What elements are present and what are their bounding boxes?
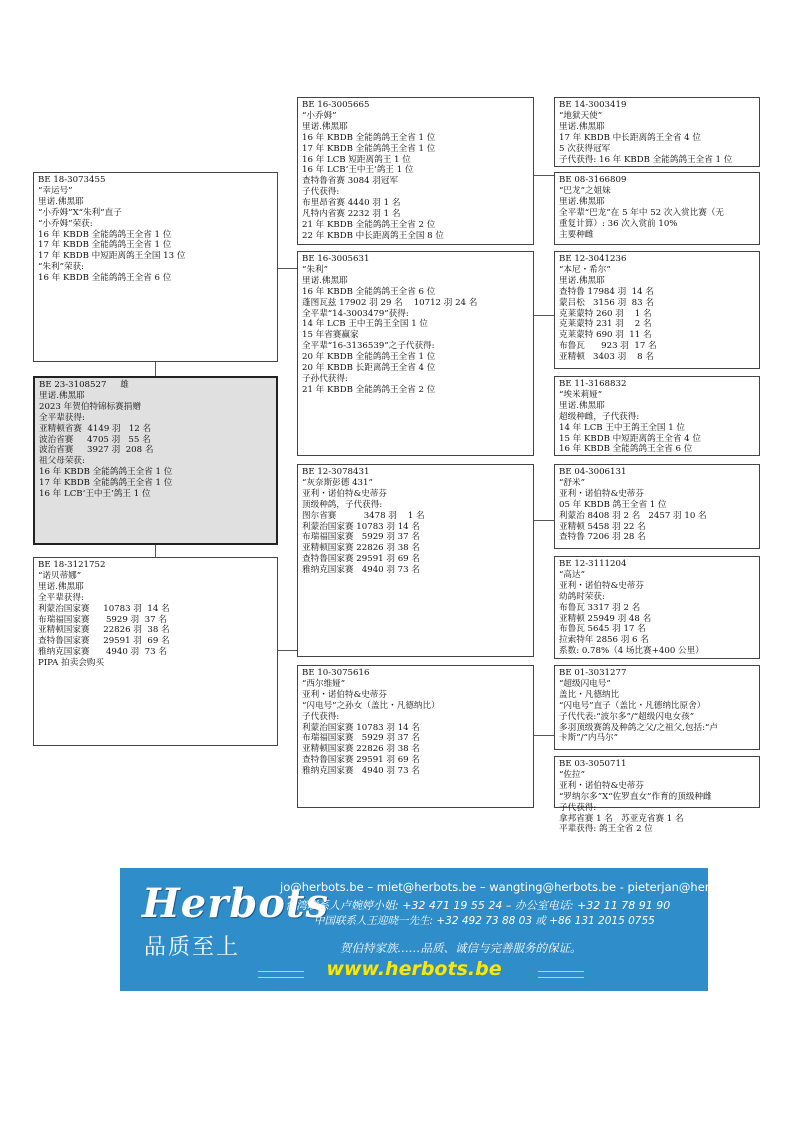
- pedigree-line: 16 年 KBDB 全能鸽鸽王全省 1 位: [38, 229, 172, 240]
- pedigree-line: “闪电号”之孙女（盖比・凡德纳比）: [302, 700, 440, 711]
- pedigree-line: 克莱蒙特 690 羽 11 名: [559, 330, 652, 341]
- pedigree-line: 克莱蒙特 231 羽 2 名: [559, 319, 652, 330]
- connector: [534, 315, 554, 316]
- pedigree-line: 克莱蒙特 260 羽 1 名: [559, 308, 652, 319]
- pedigree-box-dam: [33, 557, 278, 746]
- pedigree-line: 亚精顿国家赛 22826 羽 38 名: [302, 744, 420, 755]
- pedigree-line: 子代获得: 16 年 KBDB 全能鸽鸽王全省 1 位: [559, 154, 733, 165]
- pedigree-line: “小乔姆”X“朱利”直子: [38, 207, 122, 218]
- pedigree-line: 16 年 KBDB 全能鸽鸽王全省 1 位: [302, 132, 436, 143]
- pedigree-box-self: [33, 376, 278, 545]
- pedigree-line: 布鲁瓦 923 羽 17 名: [559, 341, 657, 352]
- pedigree-line: 超级种雌，子代获得:: [559, 411, 640, 422]
- pedigree-line: 主要种雌: [559, 229, 594, 240]
- pedigree-line: 16 年 KBDB 全能鸽鸽王全省 6 位: [38, 273, 172, 284]
- pedigree-line: 里诺.佛黑耶: [559, 275, 605, 286]
- pedigree-line: 全平辈“14-3003479”获得:: [302, 308, 409, 319]
- pedigree-box-dss: [554, 464, 760, 549]
- pedigree-line: 里诺.佛黑耶: [38, 581, 84, 592]
- contact-emails: jo@herbots.be – miet@herbots.be – wangting@herbots.be - pieterjan@herbots.be: [280, 880, 753, 894]
- pedigree-box-sire: [33, 172, 278, 362]
- pedigree-line: BE 12-3041236: [559, 254, 627, 264]
- pedigree-line: 查特鲁国家赛 29591 羽 69 名: [302, 554, 420, 565]
- pedigree-line: 17 年 KBDB 全能鸽鸽王全省 1 位: [38, 240, 172, 251]
- pedigree-line: 16 年 KBDB 全能鸽鸽王全省 6 位: [559, 444, 693, 455]
- pedigree-line: “舒米”: [559, 477, 585, 488]
- pedigree-line: 雅纳克国家赛 4940 羽 73 名: [38, 647, 167, 658]
- pedigree-line: BE 18-3073455: [38, 175, 106, 185]
- connector: [155, 545, 156, 557]
- pedigree-line: BE 04-3006131: [559, 467, 627, 477]
- pedigree-line: 里诺.佛黑耶: [559, 400, 605, 411]
- pedigree-line: “小乔姆”: [302, 110, 337, 121]
- pedigree-line: 里诺.佛黑耶: [559, 121, 605, 132]
- pedigree-line: 亚精顿 25949 羽 48 名: [559, 613, 652, 624]
- pedigree-line: 布鲁瓦 3317 羽 2 名: [559, 602, 641, 613]
- website-link[interactable]: www.herbots.be: [326, 958, 502, 980]
- pedigree-line: 波治省赛 4705 羽 55 名: [39, 434, 151, 445]
- pedigree-line: 子代代表:“波尔多”/“超级闪电女孩”: [559, 711, 695, 722]
- pedigree-box-ssd: [554, 172, 760, 245]
- pedigree-line: 雅纳克国家赛 4940 羽 73 名: [302, 766, 420, 777]
- pedigree-line: BE 03-3050711: [559, 759, 627, 769]
- pedigree-box-sire-sire: [297, 97, 534, 245]
- pedigree-line: 14 年 LCB 王中王鸽王全国 1 位: [302, 319, 429, 330]
- pedigree-line: 17 年 KBDB 中短距离鸽王全国 13 位: [38, 251, 186, 262]
- decorative-rule-right: [538, 971, 584, 978]
- connector: [155, 362, 156, 376]
- pedigree-line: 亚利・诺伯特&史蒂芬: [302, 689, 387, 700]
- pedigree-line: BE 10-3075616: [302, 668, 370, 678]
- pedigree-line: 亚利・诺伯特&史蒂芬: [559, 780, 644, 791]
- pedigree-box-sdd: [554, 376, 760, 456]
- pedigree-line: 2023 年贺伯特锦标赛捐赠: [39, 401, 141, 412]
- pedigree-line: 拿邦省赛 1 名 苏亚克省赛 1 名: [559, 813, 684, 824]
- pedigree-line: BE 12-3111204: [559, 559, 627, 569]
- pedigree-line: 平辈获得: 鸽王全省 2 位: [559, 824, 653, 835]
- pedigree-line: BE 16-3005631: [302, 254, 370, 264]
- pedigree-line: 16 年 KBDB 全能鸽鸽王全省 6 位: [302, 286, 436, 297]
- pedigree-box-dsd: [554, 556, 760, 659]
- pedigree-line: 20 年 KBDB 全能鸽鸽王全省 1 位: [302, 352, 436, 363]
- pedigree-line: “佐拉”: [559, 769, 585, 780]
- pedigree-line: 亚精顿国家赛 22826 羽 38 名: [302, 543, 420, 554]
- pedigree-line: “诺贝蒂娜”: [38, 570, 82, 581]
- pedigree-line: 子代获得:: [302, 711, 340, 722]
- pedigree-line: 查特鲁国家赛 29591 羽 69 名: [38, 636, 170, 647]
- pedigree-box-dds: [554, 665, 760, 750]
- herbots-banner: [120, 868, 753, 991]
- pedigree-line: PIPA 拍卖会购买: [38, 658, 105, 669]
- pedigree-line: BE 12-3078431: [302, 467, 370, 477]
- pedigree-line: 多羽顶级赛鸽及种鸽之父/之祖父,包括:“卢: [559, 722, 719, 733]
- pedigree-line: 幼鸽时荣获:: [559, 591, 605, 602]
- pedigree-line: 17 年 KBDB 全能鸽鸽王全省 1 位: [39, 478, 173, 489]
- pedigree-line: BE 08-3166809: [559, 175, 627, 185]
- herbots-logo: Herbots: [142, 880, 329, 927]
- pedigree-line: 查特鲁省赛 3084 羽冠军: [302, 176, 399, 187]
- pedigree-line: 亚精顿 3403 羽 8 名: [559, 352, 654, 363]
- pedigree-line: BE 23-3108527 雄: [39, 380, 129, 390]
- contact-phone-china: 中国联系人王迎晓一先生: +32 492 73 88 03 或 +86 131 2015 0755: [314, 915, 655, 927]
- pedigree-line: 蒙吕松 3156 羽 83 名: [559, 297, 654, 308]
- pedigree-line: 重复计算）: 36 次入赏前 10%: [559, 218, 678, 229]
- pedigree-line: BE 01-3031277: [559, 668, 627, 678]
- pedigree-line: 15 年省赛赢家: [302, 330, 359, 341]
- pedigree-line: 布里昂省赛 4440 羽 1 名: [302, 198, 401, 209]
- pedigree-box-sss: [554, 97, 760, 167]
- pedigree-box-ddd: [554, 756, 760, 835]
- pedigree-line: 亚利・诺伯特&史蒂芬: [302, 488, 387, 499]
- pedigree-line: 21 年 KBDB 全能鸽鸽王全省 2 位: [302, 384, 436, 395]
- tagline: 贺伯特家族……品质、诚信与完善服务的保证。: [340, 941, 582, 955]
- pedigree-line: 22 年 KBDB 中长距离鸽王全国 8 位: [302, 230, 444, 241]
- connector: [278, 650, 297, 651]
- pedigree-line: 14 年 LCB 王中王鸽王全国 1 位: [559, 422, 686, 433]
- pedigree-line: “朱利”荣获:: [38, 262, 85, 273]
- pedigree-line: 子代获得:: [559, 802, 597, 813]
- pedigree-line: 16 年 LCB‘王中王’鸽王 1 位: [39, 489, 151, 500]
- pedigree-line: 里诺.佛黑耶: [302, 275, 348, 286]
- pedigree-line: “灰奈斯彭德 431”: [302, 477, 373, 488]
- pedigree-line: 里诺.佛黑耶: [38, 196, 84, 207]
- pedigree-line: 全平辈“巴龙”在 5 年中 52 次入赏比赛（无: [559, 207, 725, 218]
- pedigree-line: 查特鲁 7206 羽 28 名: [559, 532, 646, 543]
- pedigree-box-sds: [554, 251, 760, 369]
- pedigree-line: 里诺.佛黑耶: [39, 390, 85, 401]
- pedigree-line: “巴龙”之姐妹: [559, 185, 611, 196]
- pedigree-line: 亚精顿省赛 4149 羽 12 名: [39, 423, 152, 434]
- pedigree-line: 拉索特年 2856 羽 6 名: [559, 635, 649, 646]
- pedigree-line: “高达”: [559, 569, 585, 580]
- pedigree-line: 利蒙治国家赛 10783 羽 14 名: [302, 521, 420, 532]
- pedigree-line: 里诺.佛黑耶: [302, 121, 348, 132]
- pedigree-line: 系数: 0.78%（4 场比赛+400 公里）: [559, 646, 704, 657]
- connector: [534, 175, 554, 176]
- pedigree-line: BE 11-3168832: [559, 379, 627, 389]
- pedigree-box-sire-dam: [297, 251, 534, 456]
- contact-phone-taiwan: 台湾联系人卢婉婷小姐: +32 471 19 55 24 – 办公室电话: +32 11 78 91 90: [285, 899, 671, 912]
- pedigree-line: 全平辈“16-3136539”之子代获得:: [302, 341, 435, 352]
- pedigree-line: 16 年 LCB 短距离鸽王 1 位: [302, 154, 411, 165]
- connector: [534, 735, 554, 736]
- pedigree-line: 祖父母荣获:: [39, 456, 85, 467]
- pedigree-line: 利蒙治 8408 羽 2 名 2457 羽 10 名: [559, 510, 707, 521]
- pedigree-box-dam-dam: [297, 665, 534, 808]
- pedigree-line: “罗纳尔多”X“佐罗直女”作育的顶级种雌: [559, 791, 712, 802]
- pedigree-line: 亚利・诺伯特&史蒂芬: [559, 488, 644, 499]
- pedigree-line: 图尔省赛 3478 羽 1 名: [302, 510, 425, 521]
- pedigree-line: BE 16-3005665: [302, 100, 370, 110]
- pedigree-line: 雅纳克国家赛 4940 羽 73 名: [302, 565, 420, 576]
- pedigree-line: 查特鲁国家赛 29591 羽 69 名: [302, 755, 420, 766]
- pedigree-box-dam-sire: [297, 464, 534, 657]
- pedigree-line: 卡斯”/“内马尔”: [559, 733, 619, 744]
- pedigree-line: 5 次获得冠军: [559, 143, 611, 154]
- pedigree-line: “超级闪电号”: [559, 678, 611, 689]
- pedigree-line: 亚利・诺伯特&史蒂芬: [559, 580, 644, 591]
- pedigree-line: “小乔姆”荣获:: [38, 218, 93, 229]
- pedigree-line: BE 14-3003419: [559, 100, 627, 110]
- pedigree-line: 15 年 KBDB 中短距离鸽王全省 4 位: [559, 433, 701, 444]
- pedigree-line: 子代获得:: [302, 187, 340, 198]
- pedigree-line: 16 年 LCB‘王中王’鸽王 1 位: [302, 165, 414, 176]
- pedigree-line: 全平辈获得:: [39, 412, 85, 423]
- pedigree-line: 蓬图瓦兹 17902 羽 29 名 10712 羽 24 名: [302, 297, 478, 308]
- pedigree-line: “朱利”: [302, 264, 328, 275]
- pedigree-line: 利蒙治国家赛 10783 羽 14 名: [302, 722, 420, 733]
- pedigree-line: 05 年 KBDB 鸽王全省 1 位: [559, 499, 667, 510]
- pedigree-line: 布瑞福国家赛 5929 羽 37 名: [302, 733, 420, 744]
- pedigree-line: 21 年 KBDB 全能鸽鸽王全省 2 位: [302, 219, 436, 230]
- pedigree-line: BE 18-3121752: [38, 560, 106, 570]
- pedigree-line: “埃米莉娅”: [559, 389, 603, 400]
- slogan: 品质至上: [144, 935, 241, 960]
- pedigree-line: 盖比・凡德纳比: [559, 689, 620, 700]
- connector: [278, 268, 297, 269]
- pedigree-line: 查特鲁 17984 羽 14 名: [559, 286, 654, 297]
- pedigree-line: “幸运号”: [38, 185, 73, 196]
- connector: [534, 520, 554, 521]
- pedigree-line: 20 年 KBDB 长距离鸽王全省 4 位: [302, 363, 436, 374]
- pedigree-line: 里诺.佛黑耶: [559, 196, 605, 207]
- pedigree-line: “地狱天使”: [559, 110, 603, 121]
- pedigree-line: 16 年 KBDB 全能鸽鸽王全省 1 位: [39, 467, 173, 478]
- pedigree-line: 全平辈获得:: [38, 592, 84, 603]
- pedigree-line: “西尔维娅”: [302, 678, 346, 689]
- pedigree-line: 亚精顿 5458 羽 22 名: [559, 521, 646, 532]
- pedigree-line: 利蒙治国家赛 10783 羽 14 名: [38, 603, 170, 614]
- pedigree-line: 凡特内省赛 2232 羽 1 名: [302, 209, 401, 220]
- pedigree-line: “本尼・希尔”: [559, 264, 611, 275]
- pedigree-line: 子孙代获得:: [302, 373, 348, 384]
- pedigree-line: 17 年 KBDB 全能鸽鸽王全省 1 位: [302, 143, 436, 154]
- pedigree-line: 17 年 KBDB 中长距离鸽王全省 4 位: [559, 132, 701, 143]
- pedigree-line: 布瑞福国家赛 5929 羽 37 名: [38, 614, 167, 625]
- pedigree-line: “闪电号”直子（盖比・凡德纳比原舍）: [559, 700, 706, 711]
- pedigree-line: 亚精顿国家赛 22826 羽 38 名: [38, 625, 170, 636]
- pedigree-line: 波治省赛 3927 羽 208 名: [39, 445, 154, 456]
- pedigree-line: 布鲁瓦 5645 羽 17 名: [559, 624, 646, 635]
- pedigree-line: 顶级种鸽，子代获得:: [302, 499, 383, 510]
- pedigree-line: 布瑞福国家赛 5929 羽 37 名: [302, 532, 420, 543]
